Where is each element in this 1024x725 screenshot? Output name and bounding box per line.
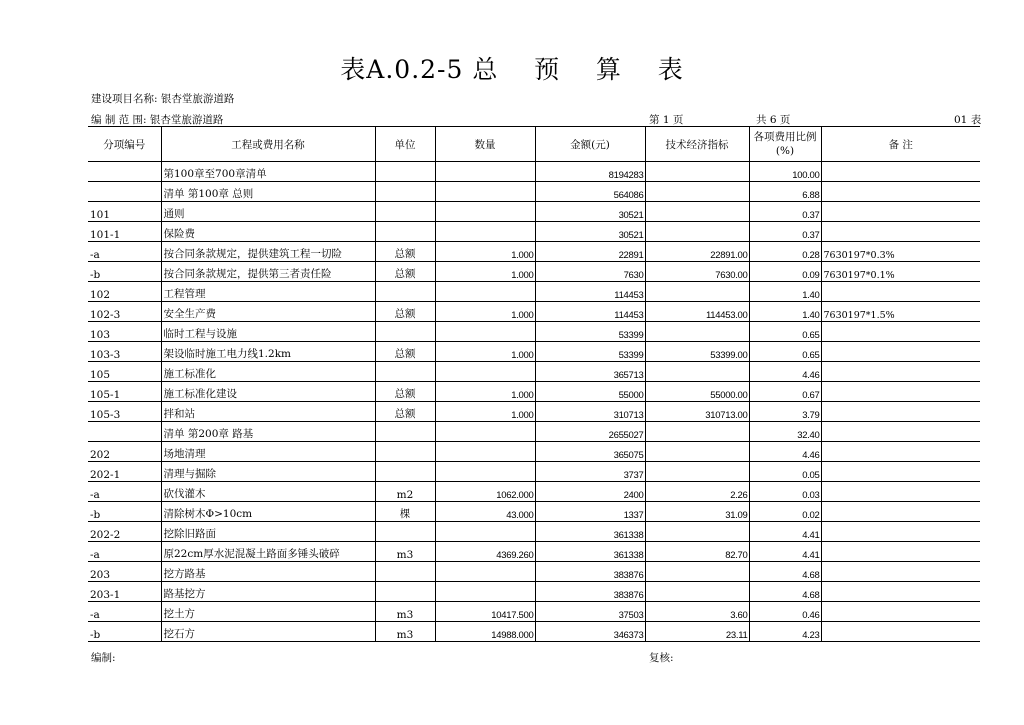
cell-unit (375, 462, 435, 482)
table-number: 01 表 (954, 114, 982, 126)
cell-unit: 总额 (375, 342, 435, 362)
cell-name: 清除树木Φ>10cm (161, 502, 375, 522)
cell-qty: 1062.000 (435, 482, 535, 502)
cell-unit: 总额 (375, 302, 435, 322)
cell-name: 工程管理 (161, 282, 375, 302)
cell-qty: 1.000 (435, 262, 535, 282)
header-name: 工程或费用名称 (161, 127, 375, 162)
cell-code: 202-1 (88, 462, 161, 482)
cell-pct: 32.40 (749, 422, 821, 442)
cell-unit: m3 (375, 602, 435, 622)
cell-qty (435, 422, 535, 442)
cell-note: 7630197*0.3% (821, 242, 980, 262)
cell-pct: 0.67 (749, 382, 821, 402)
cell-qty (435, 562, 535, 582)
cell-note (821, 542, 980, 562)
cell-code (88, 162, 161, 182)
cell-qty: 1.000 (435, 302, 535, 322)
cell-qty (435, 362, 535, 382)
cell-indicator: 55000.00 (645, 382, 749, 402)
cell-pct: 0.65 (749, 322, 821, 342)
cell-amount: 114453 (535, 302, 645, 322)
cell-qty (435, 582, 535, 602)
cell-unit (375, 362, 435, 382)
cell-pct: 0.65 (749, 342, 821, 362)
table-row (88, 622, 980, 642)
cell-pct: 0.05 (749, 462, 821, 482)
cell-qty: 10417.500 (435, 602, 535, 622)
cell-pct: 4.68 (749, 582, 821, 602)
cell-code: 102 (88, 282, 161, 302)
cell-code: 103 (88, 322, 161, 342)
header-amount: 金额(元) (535, 127, 645, 162)
cell-name: 临时工程与设施 (161, 322, 375, 342)
cell-indicator: 3.60 (645, 602, 749, 622)
cell-note (821, 342, 980, 362)
cell-pct: 0.37 (749, 222, 821, 242)
cell-pct: 1.40 (749, 282, 821, 302)
header-note: 备 注 (821, 127, 980, 162)
cell-note (821, 602, 980, 622)
cell-name: 原22cm厚水泥混凝土路面多锤头破碎 (161, 542, 375, 562)
cell-code: 105-3 (88, 402, 161, 422)
cell-indicator: 82.70 (645, 542, 749, 562)
table-row (88, 502, 980, 522)
cell-unit (375, 202, 435, 222)
cell-code: 203-1 (88, 582, 161, 602)
table-row (88, 262, 980, 282)
cell-indicator (645, 282, 749, 302)
cell-indicator: 114453.00 (645, 302, 749, 322)
cell-amount: 383876 (535, 582, 645, 602)
cell-note (821, 322, 980, 342)
cell-unit: 棵 (375, 502, 435, 522)
cell-pct: 4.23 (749, 622, 821, 642)
cell-unit: 总额 (375, 242, 435, 262)
cell-note (821, 622, 980, 642)
cell-note (821, 162, 980, 182)
cell-indicator: 31.09 (645, 502, 749, 522)
cell-code: 203 (88, 562, 161, 582)
cell-name: 挖石方 (161, 622, 375, 642)
table-row (88, 302, 980, 322)
cell-indicator (645, 442, 749, 462)
cell-indicator (645, 562, 749, 582)
cell-amount: 2400 (535, 482, 645, 502)
cell-indicator: 310713.00 (645, 402, 749, 422)
cell-note (821, 522, 980, 542)
cell-unit: m3 (375, 542, 435, 562)
header-qty: 数量 (435, 127, 535, 162)
cell-pct: 0.46 (749, 602, 821, 622)
cell-amount: 3737 (535, 462, 645, 482)
cell-unit: 总额 (375, 382, 435, 402)
cell-pct: 4.68 (749, 562, 821, 582)
prepared-by-label: 编制: (91, 652, 116, 664)
cell-pct: 1.40 (749, 302, 821, 322)
cell-name: 保险费 (161, 222, 375, 242)
cell-pct: 4.46 (749, 362, 821, 382)
cell-indicator (645, 222, 749, 242)
cell-name: 通则 (161, 202, 375, 222)
cell-note (821, 502, 980, 522)
cell-qty: 1.000 (435, 402, 535, 422)
table-row (88, 382, 980, 402)
cell-code: 103-3 (88, 342, 161, 362)
cell-amount: 365713 (535, 362, 645, 382)
cell-code (88, 182, 161, 202)
cell-note (821, 582, 980, 602)
table-row (88, 242, 980, 262)
cell-qty (435, 522, 535, 542)
header-indicator: 技术经济指标 (645, 127, 749, 162)
scope-label: 编 制 范 围: 银杏堂旅游道路 (91, 114, 224, 126)
cell-name: 挖除旧路面 (161, 522, 375, 542)
cell-pct: 0.09 (749, 262, 821, 282)
cell-name: 挖方路基 (161, 562, 375, 582)
cell-amount: 22891 (535, 242, 645, 262)
cell-qty: 43.000 (435, 502, 535, 522)
cell-indicator (645, 462, 749, 482)
cell-amount: 361338 (535, 542, 645, 562)
cell-unit (375, 422, 435, 442)
cell-code: 101-1 (88, 222, 161, 242)
page-number: 第 1 页 (649, 114, 684, 126)
cell-pct: 3.79 (749, 402, 821, 422)
cell-qty (435, 322, 535, 342)
cell-code: -a (88, 602, 161, 622)
cell-name: 架设临时施工电力线1.2km (161, 342, 375, 362)
cell-code: 202 (88, 442, 161, 462)
cell-name: 按合同条款规定，提供建筑工程一切险 (161, 242, 375, 262)
cell-code: 101 (88, 202, 161, 222)
cell-pct: 4.41 (749, 522, 821, 542)
cell-indicator (645, 202, 749, 222)
cell-note (821, 202, 980, 222)
cell-amount: 1337 (535, 502, 645, 522)
cell-code: -b (88, 622, 161, 642)
page-title: 表A.0.2-5 总 预 算 表 (340, 55, 684, 84)
cell-amount: 8194283 (535, 162, 645, 182)
table-row (88, 542, 980, 562)
cell-name: 清单 第200章 路基 (161, 422, 375, 442)
table-row (88, 162, 980, 182)
cell-pct: 4.46 (749, 442, 821, 462)
cell-qty (435, 442, 535, 462)
cell-note: 7630197*1.5% (821, 302, 980, 322)
table-row (88, 322, 980, 342)
cell-amount: 53399 (535, 322, 645, 342)
cell-unit: 总额 (375, 402, 435, 422)
cell-indicator: 7630.00 (645, 262, 749, 282)
cell-note (821, 362, 980, 382)
table-row (88, 442, 980, 462)
table-row (88, 582, 980, 602)
cell-note (821, 482, 980, 502)
cell-indicator (645, 182, 749, 202)
cell-unit (375, 182, 435, 202)
cell-note (821, 182, 980, 202)
cell-indicator: 53399.00 (645, 342, 749, 362)
table-row (88, 222, 980, 242)
cell-pct: 0.37 (749, 202, 821, 222)
cell-amount: 361338 (535, 522, 645, 542)
cell-qty: 4369.260 (435, 542, 535, 562)
table-row (88, 282, 980, 302)
header-unit: 单位 (375, 127, 435, 162)
cell-code: 102-3 (88, 302, 161, 322)
cell-pct: 6.88 (749, 182, 821, 202)
cell-note (821, 222, 980, 242)
cell-note (821, 402, 980, 422)
cell-unit: m2 (375, 482, 435, 502)
cell-amount: 346373 (535, 622, 645, 642)
cell-indicator (645, 582, 749, 602)
cell-amount: 564086 (535, 182, 645, 202)
cell-amount: 30521 (535, 202, 645, 222)
cell-indicator (645, 522, 749, 542)
cell-note (821, 422, 980, 442)
cell-name: 清理与掘除 (161, 462, 375, 482)
cell-note (821, 382, 980, 402)
cell-indicator: 2.26 (645, 482, 749, 502)
cell-amount: 365075 (535, 442, 645, 462)
cell-indicator (645, 362, 749, 382)
cell-name: 按合同条款规定，提供第三者责任险 (161, 262, 375, 282)
table-row (88, 342, 980, 362)
cell-note (821, 562, 980, 582)
table-row (88, 202, 980, 222)
cell-qty (435, 462, 535, 482)
table-row (88, 362, 980, 382)
table-row (88, 482, 980, 502)
cell-pct: 0.02 (749, 502, 821, 522)
cell-amount: 53399 (535, 342, 645, 362)
cell-pct: 4.41 (749, 542, 821, 562)
cell-name: 第100章至700章清单 (161, 162, 375, 182)
table-row (88, 422, 980, 442)
cell-indicator (645, 322, 749, 342)
cell-note (821, 462, 980, 482)
cell-indicator: 22891.00 (645, 242, 749, 262)
cell-name: 路基挖方 (161, 582, 375, 602)
cell-qty: 1.000 (435, 382, 535, 402)
cell-unit: m3 (375, 622, 435, 642)
cell-unit (375, 582, 435, 602)
cell-qty: 1.000 (435, 242, 535, 262)
cell-qty: 1.000 (435, 342, 535, 362)
header-code: 分项编号 (88, 127, 161, 162)
cell-note (821, 282, 980, 302)
table-row (88, 562, 980, 582)
page-total: 共 6 页 (756, 114, 791, 126)
cell-amount: 55000 (535, 382, 645, 402)
cell-name: 施工标准化建设 (161, 382, 375, 402)
cell-name: 挖土方 (161, 602, 375, 622)
cell-amount: 310713 (535, 402, 645, 422)
cell-amount: 30521 (535, 222, 645, 242)
cell-amount: 7630 (535, 262, 645, 282)
cell-code: 105 (88, 362, 161, 382)
cell-qty (435, 222, 535, 242)
cell-amount: 383876 (535, 562, 645, 582)
cell-unit (375, 442, 435, 462)
cell-unit (375, 282, 435, 302)
table-row (88, 522, 980, 542)
reviewed-by-label: 复核: (649, 652, 674, 664)
cell-unit: 总额 (375, 262, 435, 282)
header-pct: 各项费用比例(%) (749, 127, 821, 162)
cell-name: 场地清理 (161, 442, 375, 462)
cell-unit (375, 162, 435, 182)
cell-amount: 2655027 (535, 422, 645, 442)
cell-name: 砍伐灌木 (161, 482, 375, 502)
table-row (88, 402, 980, 422)
project-name-label: 建设项目名称: 银杏堂旅游道路 (91, 93, 235, 105)
cell-pct: 0.28 (749, 242, 821, 262)
cell-code: 105-1 (88, 382, 161, 402)
table-header-row (88, 127, 980, 162)
cell-indicator: 23.11 (645, 622, 749, 642)
cell-amount: 37503 (535, 602, 645, 622)
cell-unit (375, 562, 435, 582)
cell-code: -a (88, 542, 161, 562)
cell-code: -a (88, 242, 161, 262)
cell-code (88, 422, 161, 442)
cell-name: 安全生产费 (161, 302, 375, 322)
cell-qty (435, 182, 535, 202)
cell-qty (435, 162, 535, 182)
cell-name: 施工标准化 (161, 362, 375, 382)
cell-name: 拌和站 (161, 402, 375, 422)
cell-pct: 0.03 (749, 482, 821, 502)
cell-amount: 114453 (535, 282, 645, 302)
cell-unit (375, 222, 435, 242)
cell-pct: 100.00 (749, 162, 821, 182)
cell-note (821, 442, 980, 462)
cell-indicator (645, 422, 749, 442)
cell-qty: 14988.000 (435, 622, 535, 642)
cell-code: 202-2 (88, 522, 161, 542)
cell-unit (375, 522, 435, 542)
cell-note: 7630197*0.1% (821, 262, 980, 282)
cell-code: -b (88, 502, 161, 522)
cell-indicator (645, 162, 749, 182)
budget-table (88, 126, 980, 642)
cell-qty (435, 282, 535, 302)
cell-name: 清单 第100章 总则 (161, 182, 375, 202)
table-row (88, 462, 980, 482)
cell-unit (375, 322, 435, 342)
cell-qty (435, 202, 535, 222)
table-row (88, 602, 980, 622)
cell-code: -a (88, 482, 161, 502)
cell-code: -b (88, 262, 161, 282)
table-row (88, 182, 980, 202)
